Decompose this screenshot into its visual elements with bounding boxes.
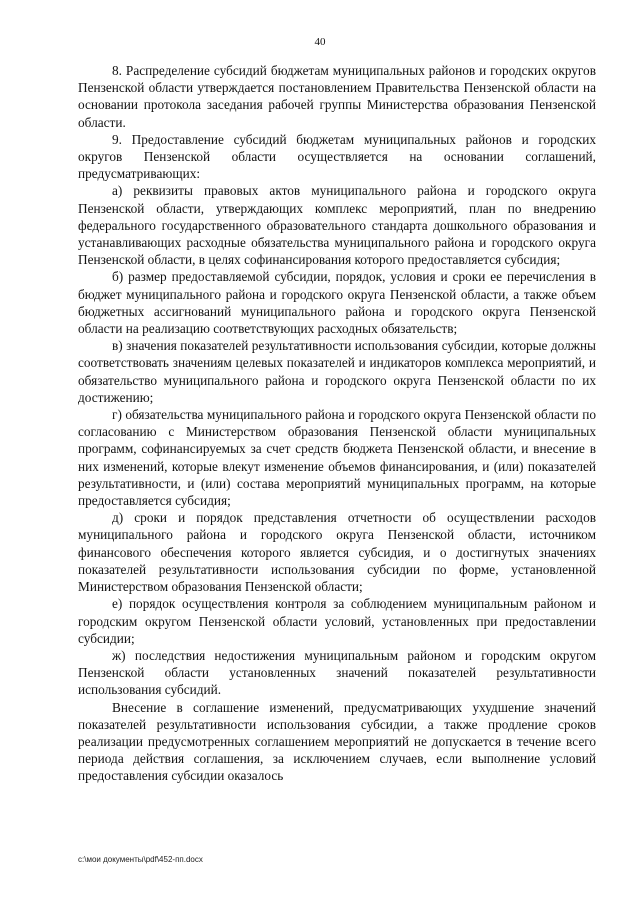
paragraph-9b: б) размер предоставляемой субсидии, порядок, условия и сроки ее перечисления в бюджет муниципального района и городского округа Пензенской области, а также объем бюджетных ассигнований муниципального района и городского округа Пензенской области на реализацию соответствующих расходных обязательств;	[78, 269, 596, 337]
paragraph-9e: е) порядок осуществления контроля за соблюдением муниципальным районом и городским округом Пензенской области условий, установленных при предоставлении субсидии;	[78, 596, 596, 646]
paragraph-9v: в) значения показателей результативности использования субсидии, которые должны соответствовать значениям целевых показателей и индикаторов комплекса мероприятий, и обязательство муниципального района и городского округа Пензенской области по их достижению;	[78, 338, 596, 405]
document-body	[78, 62, 596, 785]
paragraph-9g: г) обязательства муниципального района и городского округа Пензенской области по согласованию с Министерством образования Пензенской области муниципальных программ, софинансируемых за счет средств бюджета Пензенской области, и внесение в них изменений, которые влекут изменение объемов финансирования, и (или) показателей результативности, и (или) состава мероприятий муниципальных программ, на которые предоставляется субсидия;	[78, 407, 596, 509]
paragraph-8: 8. Распределение субсидий бюджетам муниципальных районов и городских округов Пензенской области утверждается постановлением Правительства Пензенской области на основании протокола заседания рабочей группы Министерства образования Пензенской области.	[78, 63, 596, 130]
paragraph-9a: а) реквизиты правовых актов муниципального района и городского округа Пензенской области, утверждающих комплекс мероприятий, план по внедрению федерального государственного образовательного стандарта дошкольного образования и устанавливающих расходные обязательства муниципального района и городского округа Пензенской области, в целях софинансирования которого предоставляется субсидия;	[78, 183, 596, 268]
footer-file-path: c:\мои документы\pdf\452-пп.docx	[78, 855, 203, 864]
paragraph-9: 9. Предоставление субсидий бюджетам муниципальных районов и городских округов Пензенской области осуществляется на основании соглашений, предусматривающих:	[78, 131, 596, 182]
paragraph-amendments: Внесение в соглашение изменений, предусматривающих ухудшение значений показателей результативности использования субсидии, а также продление сроков реализации предусмотренных соглашением мероприятий не допускается в течение всего периода действия соглашения, за исключением случаев, если выполнение условий предоставления субсидии оказалось	[78, 699, 596, 784]
paragraph-9d: д) сроки и порядок представления отчетности об осуществлении расходов муниципального района и городского округа Пензенской области, источником финансового обеспечения которого является субсидия, и о достигнутых значениях показателей результативности использования субсидии по форме, установленной Министерством образования Пензенской области;	[78, 510, 596, 595]
paragraph-9zh: ж) последствия недостижения муниципальным районом и городским округом Пензенской области установленных значений показателей результативности использования субсидий.	[78, 647, 596, 698]
page-number: 40	[314, 36, 326, 48]
